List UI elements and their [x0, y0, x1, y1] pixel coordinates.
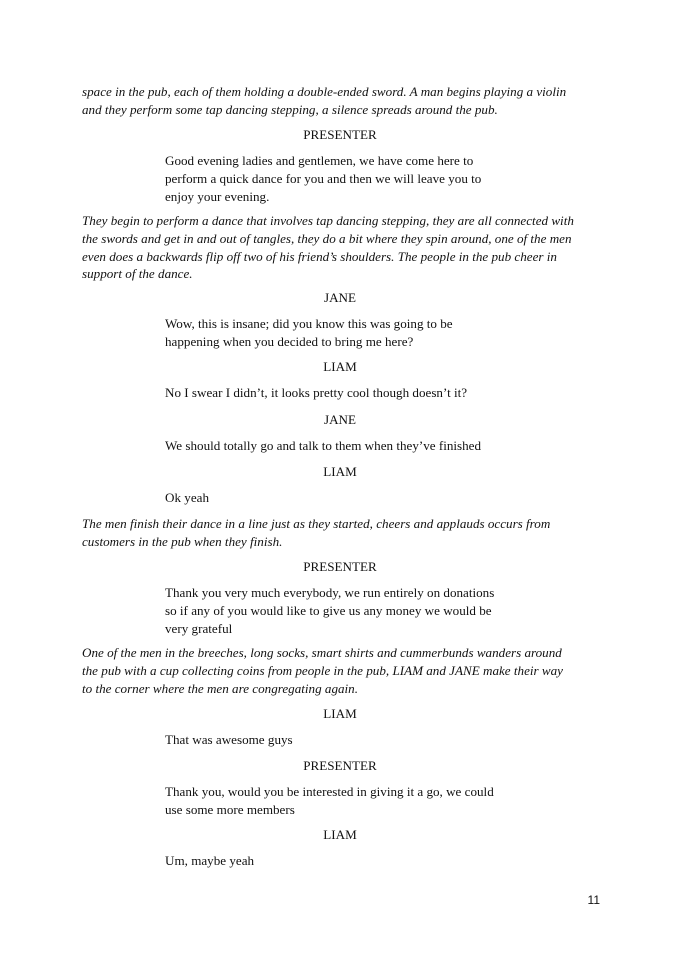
character-name [0, 463, 680, 481]
page-number: 11 [587, 893, 600, 907]
dialogue-block-line: Wow, this is insane; did you know this was going to be [165, 316, 453, 331]
stage-direction-line: the swords and get in and out of tangles, they do a bit where they spin around, one of the men [82, 230, 572, 246]
stage-direction-line: customers in the pub when they finish. [82, 533, 283, 549]
stage-direction-line: even does a backwards flip off two of his friend’s shoulders. The people in the pub cheer in [82, 248, 557, 264]
character-name [0, 411, 680, 429]
character-name-line: LIAM [323, 359, 357, 374]
dialogue-block [165, 384, 545, 402]
dialogue-block-line: That was awesome guys [165, 732, 293, 747]
stage-direction-line: One of the men in the breeches, long socks, smart shirts and cummerbunds wanders around [82, 645, 562, 660]
character-name [0, 289, 680, 307]
character-name [0, 757, 680, 775]
dialogue-block-line: Ok yeah [165, 490, 209, 505]
dialogue-block-line: enjoy your evening. [165, 188, 270, 204]
stage-direction-line: to the corner where the men are congregating again. [82, 680, 359, 696]
dialogue-block-line: use some more members [165, 801, 295, 817]
dialogue-block [165, 152, 545, 205]
dialogue-block-line: Um, maybe yeah [165, 853, 255, 868]
dialogue-block-line: so if any of you would like to give us any money we would be [165, 602, 492, 618]
dialogue-block-line: We should totally go and talk to them when they’ve finished [165, 438, 482, 453]
stage-direction-line: the pub with a cup collecting coins from people in the pub, LIAM and JANE make their way [82, 662, 563, 678]
dialogue-block-line: Thank you very much everybody, we run entirely on donations [165, 585, 495, 600]
character-name [0, 126, 680, 144]
dialogue-block-line: happening when you decided to bring me here? [165, 333, 414, 349]
dialogue-block-line: perform a quick dance for you and then we will leave you to [165, 170, 482, 186]
dialogue-block [165, 852, 545, 870]
dialogue-block-line: Thank you, would you be interested in giving it a go, we could [165, 784, 494, 799]
character-name-line: JANE [323, 412, 356, 427]
dialogue-block [165, 731, 545, 749]
dialogue-block [165, 584, 545, 637]
stage-direction-line: and they perform some tap dancing stepping, a silence spreads around the pub. [82, 101, 498, 117]
character-name-line: LIAM [323, 827, 357, 842]
character-name [0, 558, 680, 576]
character-name-line: JANE [323, 290, 356, 305]
character-name-line: LIAM [323, 464, 357, 479]
character-name-line: PRESENTER [303, 559, 377, 574]
dialogue-block [165, 489, 545, 507]
dialogue-block [165, 783, 545, 819]
character-name [0, 826, 680, 844]
stage-direction [82, 644, 602, 697]
dialogue-block [165, 437, 545, 455]
dialogue-block-line: Good evening ladies and gentlemen, we have come here to [165, 153, 474, 168]
stage-direction-line: They begin to perform a dance that involves tap dancing stepping, they are all connected with [82, 213, 574, 228]
stage-direction-line: support of the dance. [82, 266, 193, 282]
character-name [0, 358, 680, 376]
stage-direction-line: space in the pub, each of them holding a double-ended sword. A man begins playing a violin [82, 84, 567, 99]
dialogue-block [165, 315, 545, 351]
character-name [0, 705, 680, 723]
stage-direction [82, 212, 602, 283]
stage-direction [82, 83, 602, 119]
dialogue-block-line: No I swear I didn’t, it looks pretty cool though doesn’t it? [165, 385, 468, 400]
stage-direction [82, 515, 602, 551]
stage-direction-line: The men finish their dance in a line just as they started, cheers and applauds occurs from [82, 516, 551, 531]
dialogue-block-line: very grateful [165, 620, 233, 636]
character-name-line: LIAM [323, 706, 357, 721]
character-name-line: PRESENTER [303, 758, 377, 773]
character-name-line: PRESENTER [303, 127, 377, 142]
